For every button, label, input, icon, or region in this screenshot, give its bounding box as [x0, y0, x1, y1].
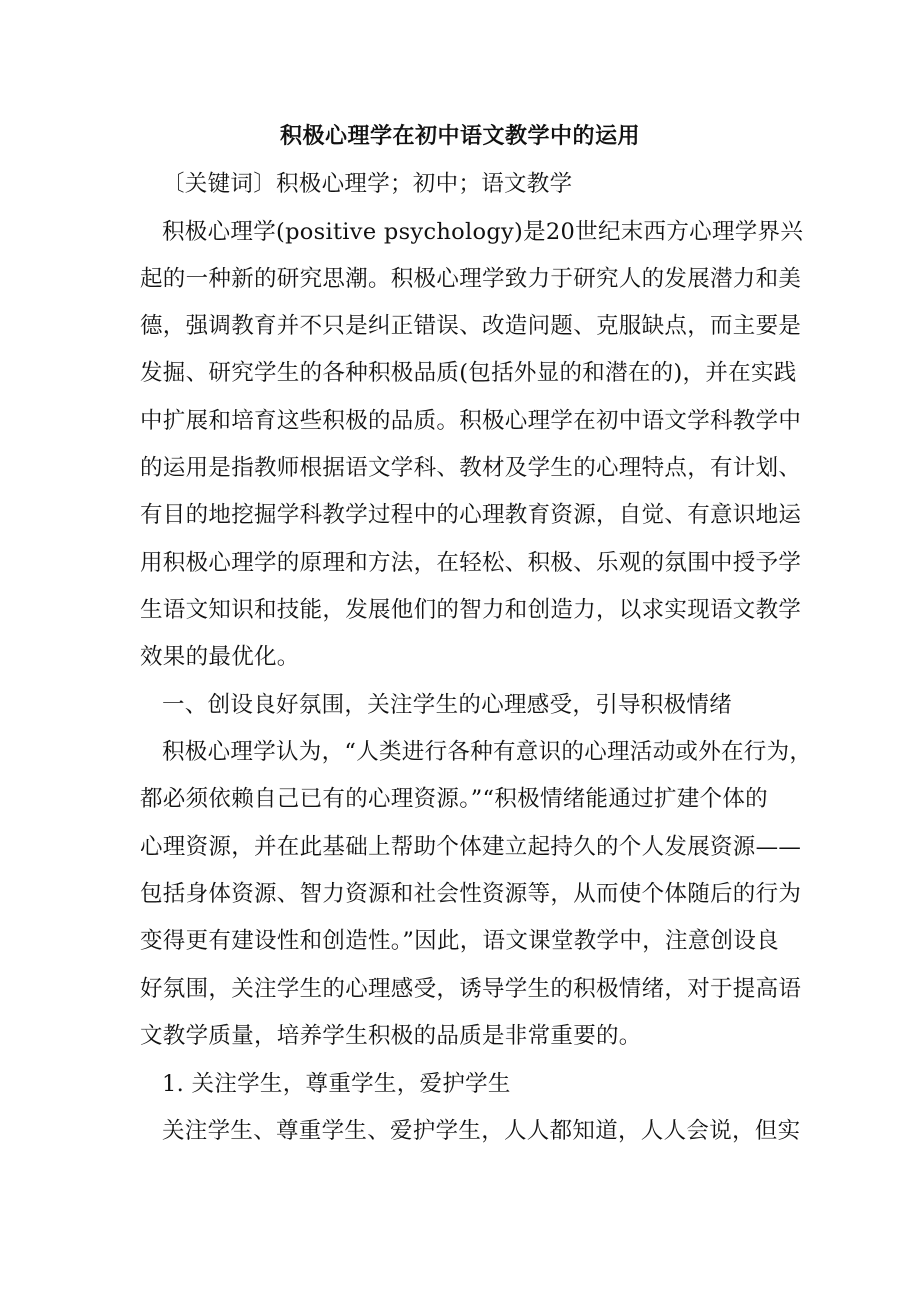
- paragraph-line: 积极心理学认为，“人类进行各种有意识的心理活动或外在行为，: [162, 739, 813, 765]
- paragraph-line: 变得更有建设性和创造性。”因此，语文课堂教学中，注意创设良: [140, 928, 779, 954]
- paragraph-line: 效果的最优化。: [140, 644, 300, 670]
- paragraph-line: 文教学质量，培养学生积极的品质是非常重要的。: [140, 1023, 642, 1049]
- paragraph-line: 生语文知识和技能，发展他们的智力和创造力，以求实现语文教学: [140, 597, 802, 623]
- paragraph-line: 关注学生、尊重学生、爱护学生，人人都知道，人人会说，但实: [162, 1118, 801, 1144]
- subsection-heading: 1. 关注学生，尊重学生，爱护学生: [162, 1071, 511, 1097]
- document-title: 积极心理学在初中语文教学中的运用: [279, 123, 640, 149]
- section-heading: 一、创设良好氛围，关注学生的心理感受，引导积极情绪: [162, 692, 733, 718]
- paragraph-line: 德，强调教育并不只是纠正错误、改造问题、克服缺点，而主要是: [140, 313, 802, 339]
- paragraph-line: 心理资源，并在此基础上帮助个体建立起持久的个人发展资源——: [140, 834, 802, 860]
- paragraph-line: 的运用是指教师根据语文学科、教材及学生的心理特点，有计划、: [140, 455, 802, 481]
- paragraph-line: 发掘、研究学生的各种积极品质(包括外显的和潜在的)，并在实践: [140, 360, 797, 386]
- paragraph-line: 包括身体资源、智力资源和社会性资源等，从而使个体随后的行为: [140, 881, 802, 907]
- paragraph-line: 用积极心理学的原理和方法，在轻松、积极、乐观的氛围中授予学: [140, 550, 802, 576]
- paragraph-line: 都必须依赖自己已有的心理资源。”“积极情绪能通过扩建个体的: [140, 786, 768, 812]
- paragraph-line: 有目的地挖掘学科教学过程中的心理教育资源，自觉、有意识地运: [140, 502, 802, 528]
- paragraph-line: 中扩展和培育这些积极的品质。积极心理学在初中语文学科教学中: [140, 408, 802, 434]
- keywords-line: 〔关键词〕积极心理学；初中；语文教学: [162, 171, 573, 197]
- paragraph-line: 积极心理学(positive psychology)是20世纪末西方心理学界兴: [162, 219, 804, 245]
- paragraph-line: 起的一种新的研究思潮。积极心理学致力于研究人的发展潜力和美: [140, 266, 802, 292]
- paragraph-line: 好氛围，关注学生的心理感受，诱导学生的积极情绪，对于提高语: [140, 976, 802, 1002]
